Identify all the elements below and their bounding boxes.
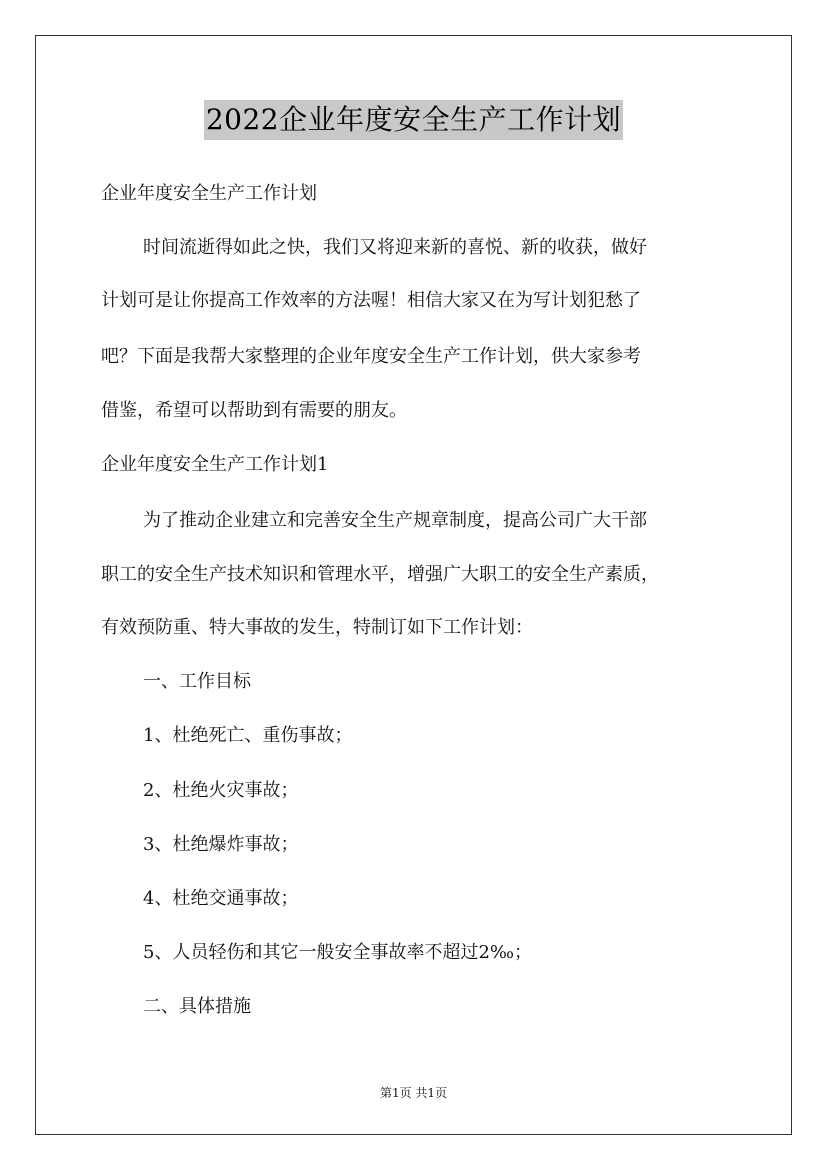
paragraph-line: 为了推动企业建立和完善安全生产规章制度，提高公司广大干部 bbox=[143, 510, 647, 531]
paragraph-line: 时间流逝得如此之快，我们又将迎来新的喜悦、新的收获，做好 bbox=[143, 237, 647, 258]
paragraph-line: 借鉴，希望可以帮助到有需要的朋友。 bbox=[101, 400, 407, 421]
list-item: 3、杜绝爆炸事故； bbox=[143, 834, 299, 855]
list-item: 4、杜绝交通事故； bbox=[143, 888, 299, 909]
list-item: 5、人员轻伤和其它一般安全事故率不超过2‰； bbox=[143, 942, 533, 963]
document-title: 2022企业年度安全生产工作计划 bbox=[204, 100, 623, 140]
list-heading: 二、具体措施 bbox=[143, 996, 251, 1017]
title-container bbox=[0, 100, 827, 140]
list-item: 1、杜绝死亡、重伤事故； bbox=[143, 725, 353, 746]
page-footer: 第1页 共1页 bbox=[379, 1086, 448, 1100]
list-item: 2、杜绝火灾事故； bbox=[143, 780, 299, 801]
paragraph-line: 吧？下面是我帮大家整理的企业年度安全生产工作计划，供大家参考 bbox=[101, 346, 641, 367]
paragraph-line: 有效预防重、特大事故的发生，特制订如下工作计划： bbox=[101, 617, 533, 638]
list-heading: 一、工作目标 bbox=[143, 671, 251, 692]
paragraph-line: 职工的安全生产技术知识和管理水平，增强广大职工的安全生产素质， bbox=[101, 564, 659, 585]
paragraph-line: 计划可是让你提高工作效率的方法喔！相信大家又在为写计划犯愁了 bbox=[101, 290, 641, 311]
heading-line: 企业年度安全生产工作计划 bbox=[101, 183, 317, 204]
section-heading: 企业年度安全生产工作计划1 bbox=[101, 454, 329, 475]
